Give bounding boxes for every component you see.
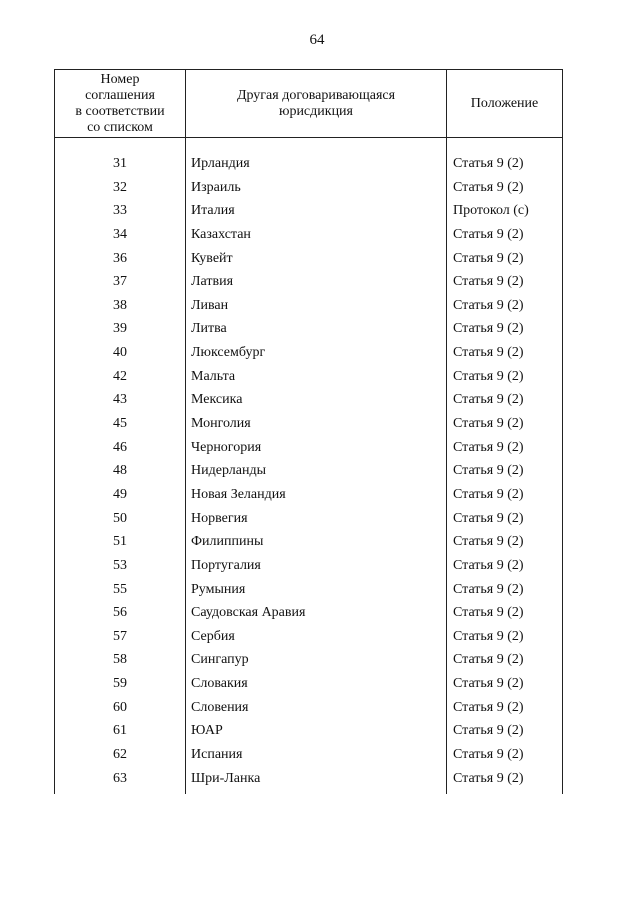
jurisdiction-cell: Мальта [191, 368, 236, 384]
provision-cell: Статья 9 (2) [453, 676, 524, 692]
jurisdiction-cell: Ирландия [191, 156, 250, 171]
provision-cell: Статья 9 (2) [453, 486, 524, 502]
agreement-number-cell: 48 [113, 463, 127, 479]
table-row [54, 651, 563, 675]
table-row [54, 770, 563, 794]
provision-cell: Статья 9 (2) [453, 463, 524, 479]
jurisdiction-cell: Сербия [191, 628, 235, 644]
provision-cell: Статья 9 (2) [453, 557, 524, 573]
jurisdiction-cell: Черногория [191, 439, 262, 455]
provision-cell: Статья 9 (2) [453, 156, 524, 171]
provision-cell: Протокол (c) [453, 203, 529, 219]
table-row [54, 628, 563, 652]
jurisdiction-cell: Новая Зеландия [191, 486, 286, 502]
page-number: 64 [309, 32, 325, 48]
provision-cell: Статья 9 (2) [453, 628, 524, 644]
table-row [54, 320, 563, 344]
jurisdiction-cell: Саудовская Аравия [191, 605, 306, 621]
table-row [54, 344, 563, 368]
table-row [54, 273, 563, 297]
provision-cell: Статья 9 (2) [453, 274, 524, 290]
jurisdiction-cell: Литва [191, 321, 227, 337]
agreement-number-cell: 59 [113, 676, 127, 692]
table-row [54, 581, 563, 605]
header-divider [54, 137, 563, 138]
agreement-number-cell: 32 [113, 179, 127, 195]
agreement-number-cell: 45 [113, 416, 127, 432]
agreement-number-cell: 57 [113, 628, 127, 644]
provision-cell: Статья 9 (2) [453, 179, 524, 195]
jurisdiction-cell: Румыния [191, 581, 246, 597]
table-row [54, 368, 563, 392]
table-row [54, 533, 563, 557]
header-agreement-number: Номер соглашения в соответствии со списком [75, 71, 165, 135]
jurisdiction-cell: Испания [191, 747, 243, 763]
jurisdiction-cell: Словения [191, 699, 249, 715]
provision-cell: Статья 9 (2) [453, 250, 524, 266]
jurisdiction-cell: Люксембург [191, 345, 266, 361]
table-row [54, 746, 563, 770]
jurisdiction-cell: Норвегия [191, 510, 248, 526]
agreement-number-cell: 31 [113, 156, 127, 171]
provision-cell: Статья 9 (2) [453, 510, 524, 526]
table-row [54, 604, 563, 628]
agreement-number-cell: 43 [113, 392, 127, 408]
provision-cell: Статья 9 (2) [453, 297, 524, 313]
provision-cell: Статья 9 (2) [453, 321, 524, 337]
jurisdiction-cell: Италия [191, 203, 235, 219]
table-row [54, 675, 563, 699]
jurisdiction-cell: Словакия [191, 676, 248, 692]
table-row [54, 699, 563, 723]
table-row [54, 510, 563, 534]
provision-cell: Статья 9 (2) [453, 723, 524, 739]
agreement-number-cell: 34 [113, 226, 127, 242]
jurisdiction-cell: Монголия [191, 416, 251, 432]
agreement-number-cell: 38 [113, 297, 127, 313]
provision-cell: Статья 9 (2) [453, 581, 524, 597]
jurisdiction-cell: Ливан [191, 297, 229, 313]
provision-cell: Статья 9 (2) [453, 605, 524, 621]
jurisdiction-cell: Мексика [191, 392, 243, 408]
table-row [54, 179, 563, 203]
jurisdiction-cell: ЮАР [191, 723, 223, 739]
jurisdiction-cell: Шри-Ланка [191, 770, 261, 786]
agreement-number-cell: 50 [113, 510, 127, 526]
provision-cell: Статья 9 (2) [453, 392, 524, 408]
agreement-number-cell: 60 [113, 699, 127, 715]
agreement-number-cell: 62 [113, 747, 127, 763]
provision-cell: Статья 9 (2) [453, 439, 524, 455]
jurisdiction-cell: Филиппины [191, 534, 264, 550]
table-row [54, 439, 563, 463]
agreement-number-cell: 46 [113, 439, 127, 455]
agreement-number-cell: 56 [113, 605, 127, 621]
table-row [54, 155, 563, 179]
table-row [54, 415, 563, 439]
provision-cell: Статья 9 (2) [453, 652, 524, 668]
agreement-number-cell: 33 [113, 203, 127, 219]
header-other-jurisdiction: Другая договаривающаяся юрисдикция [236, 87, 396, 119]
provision-cell: Статья 9 (2) [453, 770, 524, 786]
agreement-number-cell: 51 [113, 534, 127, 550]
agreement-number-cell: 37 [113, 274, 127, 290]
agreements-table [54, 69, 563, 794]
jurisdiction-cell: Казахстан [191, 226, 251, 242]
provision-cell: Статья 9 (2) [453, 699, 524, 715]
table-row [54, 202, 563, 226]
jurisdiction-cell: Португалия [191, 557, 261, 573]
jurisdiction-cell: Латвия [191, 274, 234, 290]
agreement-number-cell: 49 [113, 486, 127, 502]
provision-cell: Статья 9 (2) [453, 416, 524, 432]
provision-cell: Статья 9 (2) [453, 747, 524, 763]
provision-cell: Статья 9 (2) [453, 534, 524, 550]
provision-cell: Статья 9 (2) [453, 226, 524, 242]
agreement-number-cell: 55 [113, 581, 127, 597]
header-provision: Положение [470, 95, 539, 111]
agreement-number-cell: 39 [113, 321, 127, 337]
table-row [54, 486, 563, 510]
table-row [54, 226, 563, 250]
table-body [54, 155, 563, 793]
agreement-number-cell: 42 [113, 368, 127, 384]
table-row [54, 250, 563, 274]
agreement-number-cell: 61 [113, 723, 127, 739]
provision-cell: Статья 9 (2) [453, 345, 524, 361]
agreement-number-cell: 63 [113, 770, 127, 786]
jurisdiction-cell: Израиль [191, 179, 241, 195]
table-row [54, 557, 563, 581]
agreement-number-cell: 58 [113, 652, 127, 668]
agreement-number-cell: 36 [113, 250, 127, 266]
jurisdiction-cell: Кувейт [191, 250, 233, 266]
table-row [54, 462, 563, 486]
jurisdiction-cell: Нидерланды [191, 463, 266, 479]
jurisdiction-cell: Сингапур [191, 652, 249, 668]
agreement-number-cell: 53 [113, 557, 127, 573]
table-row [54, 297, 563, 321]
provision-cell: Статья 9 (2) [453, 368, 524, 384]
table-row [54, 722, 563, 746]
table-row [54, 391, 563, 415]
agreement-number-cell: 40 [113, 345, 127, 361]
